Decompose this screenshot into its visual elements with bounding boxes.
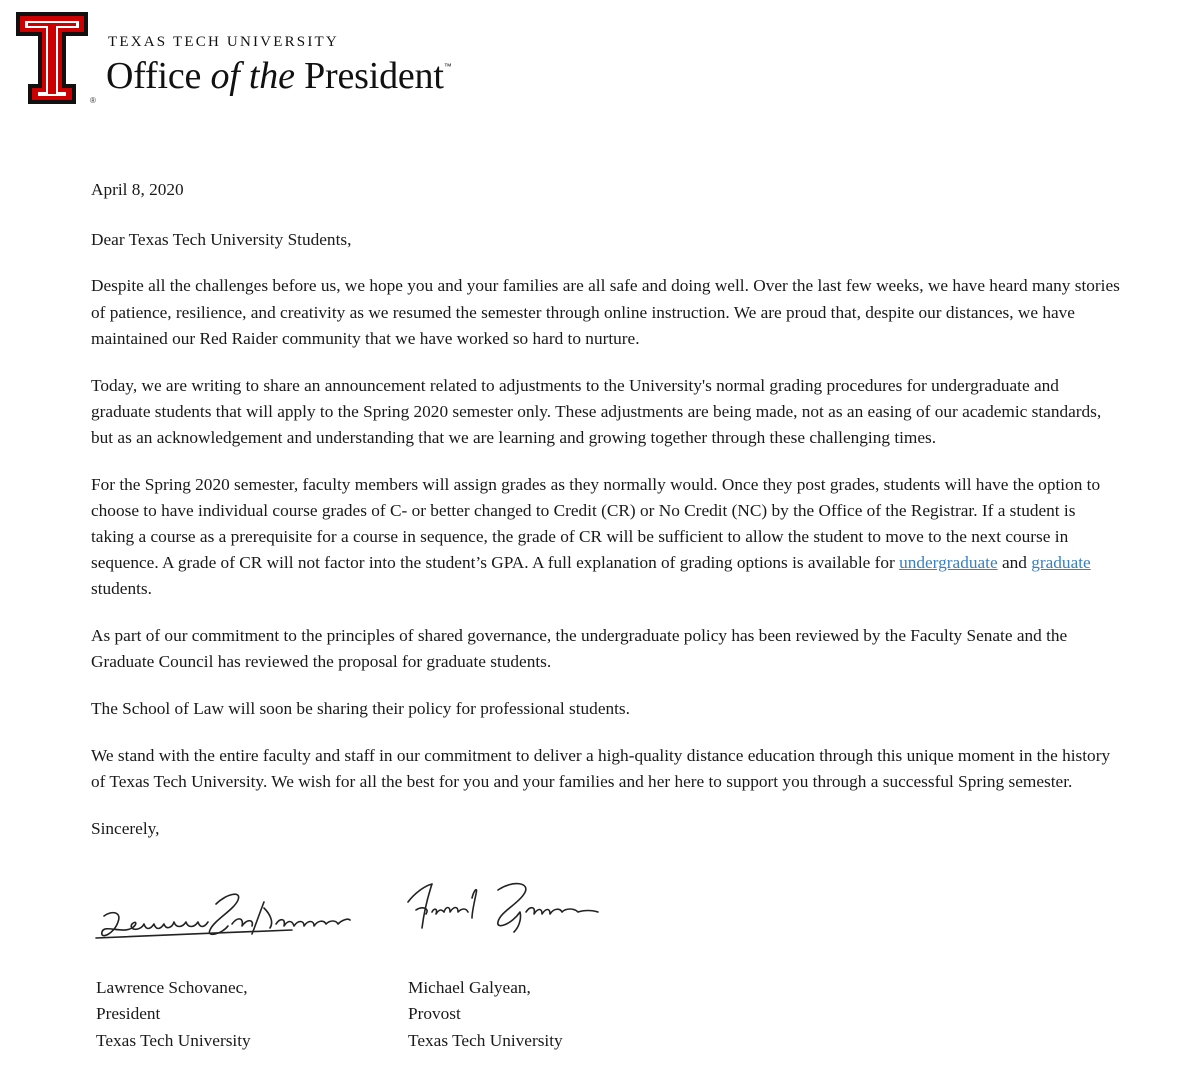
- office-title: Office of the President™: [106, 55, 452, 97]
- paragraph-4: As part of our commitment to the principles of shared governance, the undergraduate policy has been reviewed by the Faculty Senate and the Graduate Council has reviewed the proposal for graduate students.: [91, 626, 1068, 672]
- graduate-link[interactable]: graduate: [1031, 553, 1091, 573]
- signer-block-galyean: [408, 975, 563, 1054]
- texas-tech-double-t-logo: [14, 10, 90, 106]
- signer-name: Michael Galyean,: [408, 978, 531, 997]
- paragraph-3: For the Spring 2020 semester, faculty members will assign grades as they normally would. Once they post grades, students will have the option to choose to have individual course grades of C- or better changed to Credit (CR) or No Credit (NC) by the Office of the Registrar. If a student is taking a course as a prerequisite for a course in sequence, the grade of CR will be sufficient to allow the student to move to the next course in sequence. A grade of CR will not factor into the student’s GPA. A full explanation of grading options is available for undergraduate and graduate students.: [91, 474, 1101, 599]
- letter-body: [91, 177, 1121, 842]
- letterhead: [14, 10, 474, 110]
- registered-mark: ®: [90, 96, 96, 105]
- signer-org: Texas Tech University: [96, 1030, 251, 1050]
- paragraph-5: The School of Law will soon be sharing their policy for professional students.: [91, 699, 630, 719]
- signature-galyean: [402, 872, 612, 942]
- signer-block-schovanec: [96, 975, 251, 1054]
- paragraph-1: Despite all the challenges before us, we hope you and your families are all safe and doing well. Over the last few weeks, we have heard many stories of patience, resilience, and creativity as we resumed the semester through online instruction. We are proud that, despite our distances, we have maintained our Red Raider community that we have worked so hard to nurture.: [91, 276, 1120, 348]
- signer-title: Provost: [408, 1004, 461, 1024]
- salutation: Dear Texas Tech University Students,: [91, 230, 352, 250]
- university-name: TEXAS TECH UNIVERSITY: [108, 34, 339, 50]
- letter-date: April 8, 2020: [91, 180, 184, 199]
- paragraph-6: We stand with the entire faculty and staff in our commitment to deliver a high-quality distance education through this unique moment in the history of Texas Tech University. We wish for all the best for you and your families and her here to support you through a successful Spring semester.: [91, 745, 1111, 791]
- signer-title: President: [96, 1004, 161, 1024]
- signature-schovanec: [92, 876, 362, 956]
- signer-name: Lawrence Schovanec,: [96, 978, 248, 997]
- trademark-mark: ™: [443, 62, 452, 71]
- closing: Sincerely,: [91, 818, 160, 838]
- paragraph-2: Today, we are writing to share an announcement related to adjustments to the University's normal grading procedures for undergraduate and graduate students that will apply to the Spring 2020 semester only. These adjustments are being made, not as an easing of our academic standards, but as an acknowledgement and understanding that we are learning and growing together through these challenging times.: [91, 375, 1102, 447]
- undergraduate-link[interactable]: undergraduate: [899, 553, 998, 573]
- signer-org: Texas Tech University: [408, 1030, 563, 1050]
